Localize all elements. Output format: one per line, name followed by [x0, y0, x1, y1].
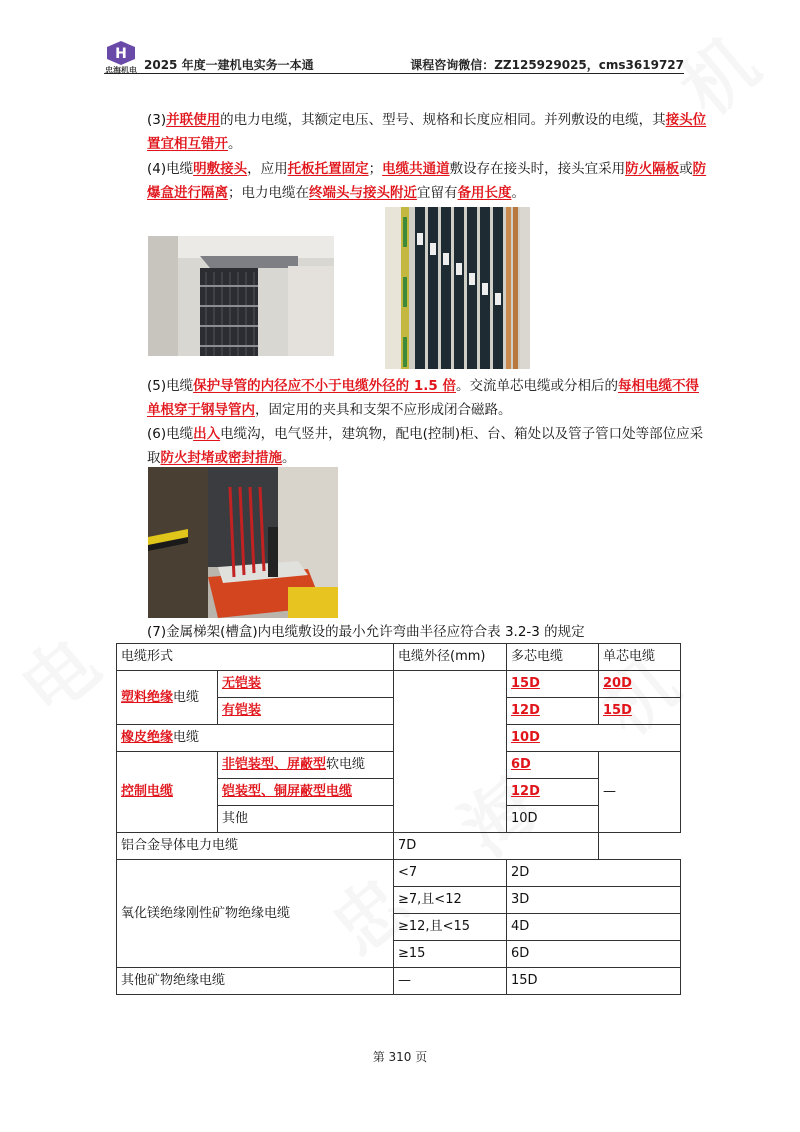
text: 宜留有 — [417, 185, 458, 201]
row-label — [117, 725, 394, 752]
page-header — [104, 40, 684, 76]
sub-label — [218, 779, 394, 806]
value-cell: 7D — [394, 833, 599, 860]
highlight: 终端头与接头附近 — [309, 185, 417, 201]
sub-label: 其他 — [218, 806, 394, 833]
diameter-cell: <7 — [394, 860, 507, 887]
table-header-row — [117, 644, 681, 671]
vertical-cables-photo — [385, 207, 530, 369]
text: 。 — [282, 450, 296, 466]
text: ，应用 — [247, 161, 288, 177]
text: 敷设存在接头时，接头宜采用 — [449, 161, 626, 177]
highlight: 有铠装 — [222, 703, 262, 718]
header-cell: 单芯电缆 — [599, 644, 681, 671]
header-cell: 电缆外径(mm) — [394, 644, 507, 671]
sub-label — [218, 698, 394, 725]
highlight: 15D — [511, 676, 540, 691]
highlight: 12D — [511, 703, 540, 718]
diameter-cell: — — [394, 968, 507, 995]
highlight: 橡皮绝缘 — [121, 730, 174, 745]
value-cell: 10D — [507, 806, 599, 833]
diameter-cell: ≥7,且<12 — [394, 887, 507, 914]
watermark — [0, 609, 117, 735]
highlight: 并联使用 — [166, 112, 221, 128]
paragraph-6 — [120, 422, 709, 470]
highlight: 无铠装 — [222, 676, 262, 691]
highlight: 10D — [511, 730, 540, 745]
highlight: 非铠装型、屏蔽型 — [222, 757, 327, 772]
paragraph-4 — [120, 157, 709, 205]
highlight: 电缆共通道 — [382, 161, 450, 177]
highlight: 出入 — [193, 426, 221, 442]
row-label — [117, 671, 218, 725]
value-cell — [599, 698, 681, 725]
paragraph-7: (7)金属梯架(槽盒)内电缆敷设的最小允许弯曲半径应符合表 3.2-3 的规定 — [147, 624, 585, 640]
value-cell — [507, 698, 599, 725]
table-row — [117, 671, 681, 698]
header-cell: 多芯电缆 — [507, 644, 599, 671]
document-title: 2025 年度一建机电实务一本通 — [144, 58, 314, 72]
text: 。 — [511, 185, 525, 201]
header-cell: 电缆形式 — [117, 644, 394, 671]
text: 。 — [228, 136, 242, 152]
highlight: 托板托置固定 — [287, 161, 369, 177]
contact-info: 课程咨询微信：ZZ125929025，cms3619727 — [410, 58, 684, 72]
value-cell: 6D — [507, 941, 681, 968]
value-cell: 3D — [507, 887, 681, 914]
highlight: 控制电缆 — [121, 784, 174, 799]
row-label: 氧化镁绝缘刚性矿物绝缘电缆 — [117, 860, 394, 968]
table-row — [117, 860, 681, 887]
header-divider — [104, 73, 684, 74]
highlight: 防火封堵或密封措施 — [160, 450, 282, 466]
text: (3) — [147, 112, 167, 128]
value-cell — [507, 752, 599, 779]
value-cell — [599, 671, 681, 698]
value-cell — [507, 725, 681, 752]
svg-text:H: H — [115, 46, 127, 62]
diameter-cell: ≥15 — [394, 941, 507, 968]
logo-text: 忠海机电 — [105, 66, 137, 75]
brand-logo — [104, 40, 138, 74]
paragraph-3 — [120, 108, 709, 156]
text: 软电缆 — [326, 757, 366, 772]
cable-tray-photo — [148, 236, 334, 356]
paragraph-5 — [120, 374, 709, 422]
highlight: 20D — [603, 676, 632, 691]
highlight: 塑料绝缘 — [121, 689, 174, 705]
value-cell: 15D — [507, 968, 681, 995]
bending-radius-table — [116, 643, 681, 995]
highlight: 明敷接头 — [193, 161, 248, 177]
value-cell: 2D — [507, 860, 681, 887]
row-label: 铝合金导体电力电缆 — [117, 833, 394, 860]
highlight: 6D — [511, 757, 531, 772]
row-label: 其他矿物绝缘电缆 — [117, 968, 394, 995]
text: 电缆 — [173, 730, 200, 745]
value-cell — [507, 671, 599, 698]
table-row — [117, 833, 681, 860]
diameter-cell — [394, 671, 507, 833]
table-row — [117, 968, 681, 995]
text: (5)电缆 — [147, 378, 194, 394]
value-cell: — — [599, 752, 681, 833]
sub-label — [218, 752, 394, 779]
highlight: 15D — [603, 703, 632, 718]
text: 电缆 — [173, 689, 200, 705]
highlight: 防火隔板 — [625, 161, 680, 177]
text: 。交流单芯电缆或分相后的 — [455, 378, 618, 394]
highlight: 铠装型、铜屏蔽型电缆 — [222, 784, 353, 799]
value-cell — [507, 779, 599, 806]
value-cell: 4D — [507, 914, 681, 941]
text: 或 — [679, 161, 693, 177]
page-number: 第 310 页 — [372, 1050, 428, 1064]
brand-logo-icon — [104, 40, 138, 66]
diameter-cell: ≥12,且<15 — [394, 914, 507, 941]
text: ；电力电缆在 — [228, 185, 309, 201]
highlight: 保护导管的内径应不小于电缆外径的 1.5 倍 — [193, 378, 456, 394]
text: 的电力电缆，其额定电压、型号、规格和长度应相同。并列敷设的电缆，其 — [220, 112, 666, 128]
text: 电缆沟，电气竖井，建筑物，配电(控制)柜、台、箱处以及管子管口处等部位应采取 — [147, 426, 704, 466]
text: ； — [368, 161, 383, 177]
row-label — [117, 752, 218, 833]
text: ，固定用的夹具和支架不应形成闭合磁路。 — [255, 402, 512, 418]
highlight: 接头位置宜相互错开 — [147, 112, 707, 152]
text: (6)电缆 — [147, 426, 194, 442]
text: (4)电缆 — [147, 161, 194, 177]
highlight: 每相电缆不得单根穿于钢导管内 — [147, 378, 699, 418]
highlight: 防爆盒进行隔离 — [147, 161, 707, 201]
sub-label — [218, 671, 394, 698]
highlight: 备用长度 — [457, 185, 512, 201]
fire-sealing-photo — [148, 467, 338, 618]
highlight: 12D — [511, 784, 540, 799]
